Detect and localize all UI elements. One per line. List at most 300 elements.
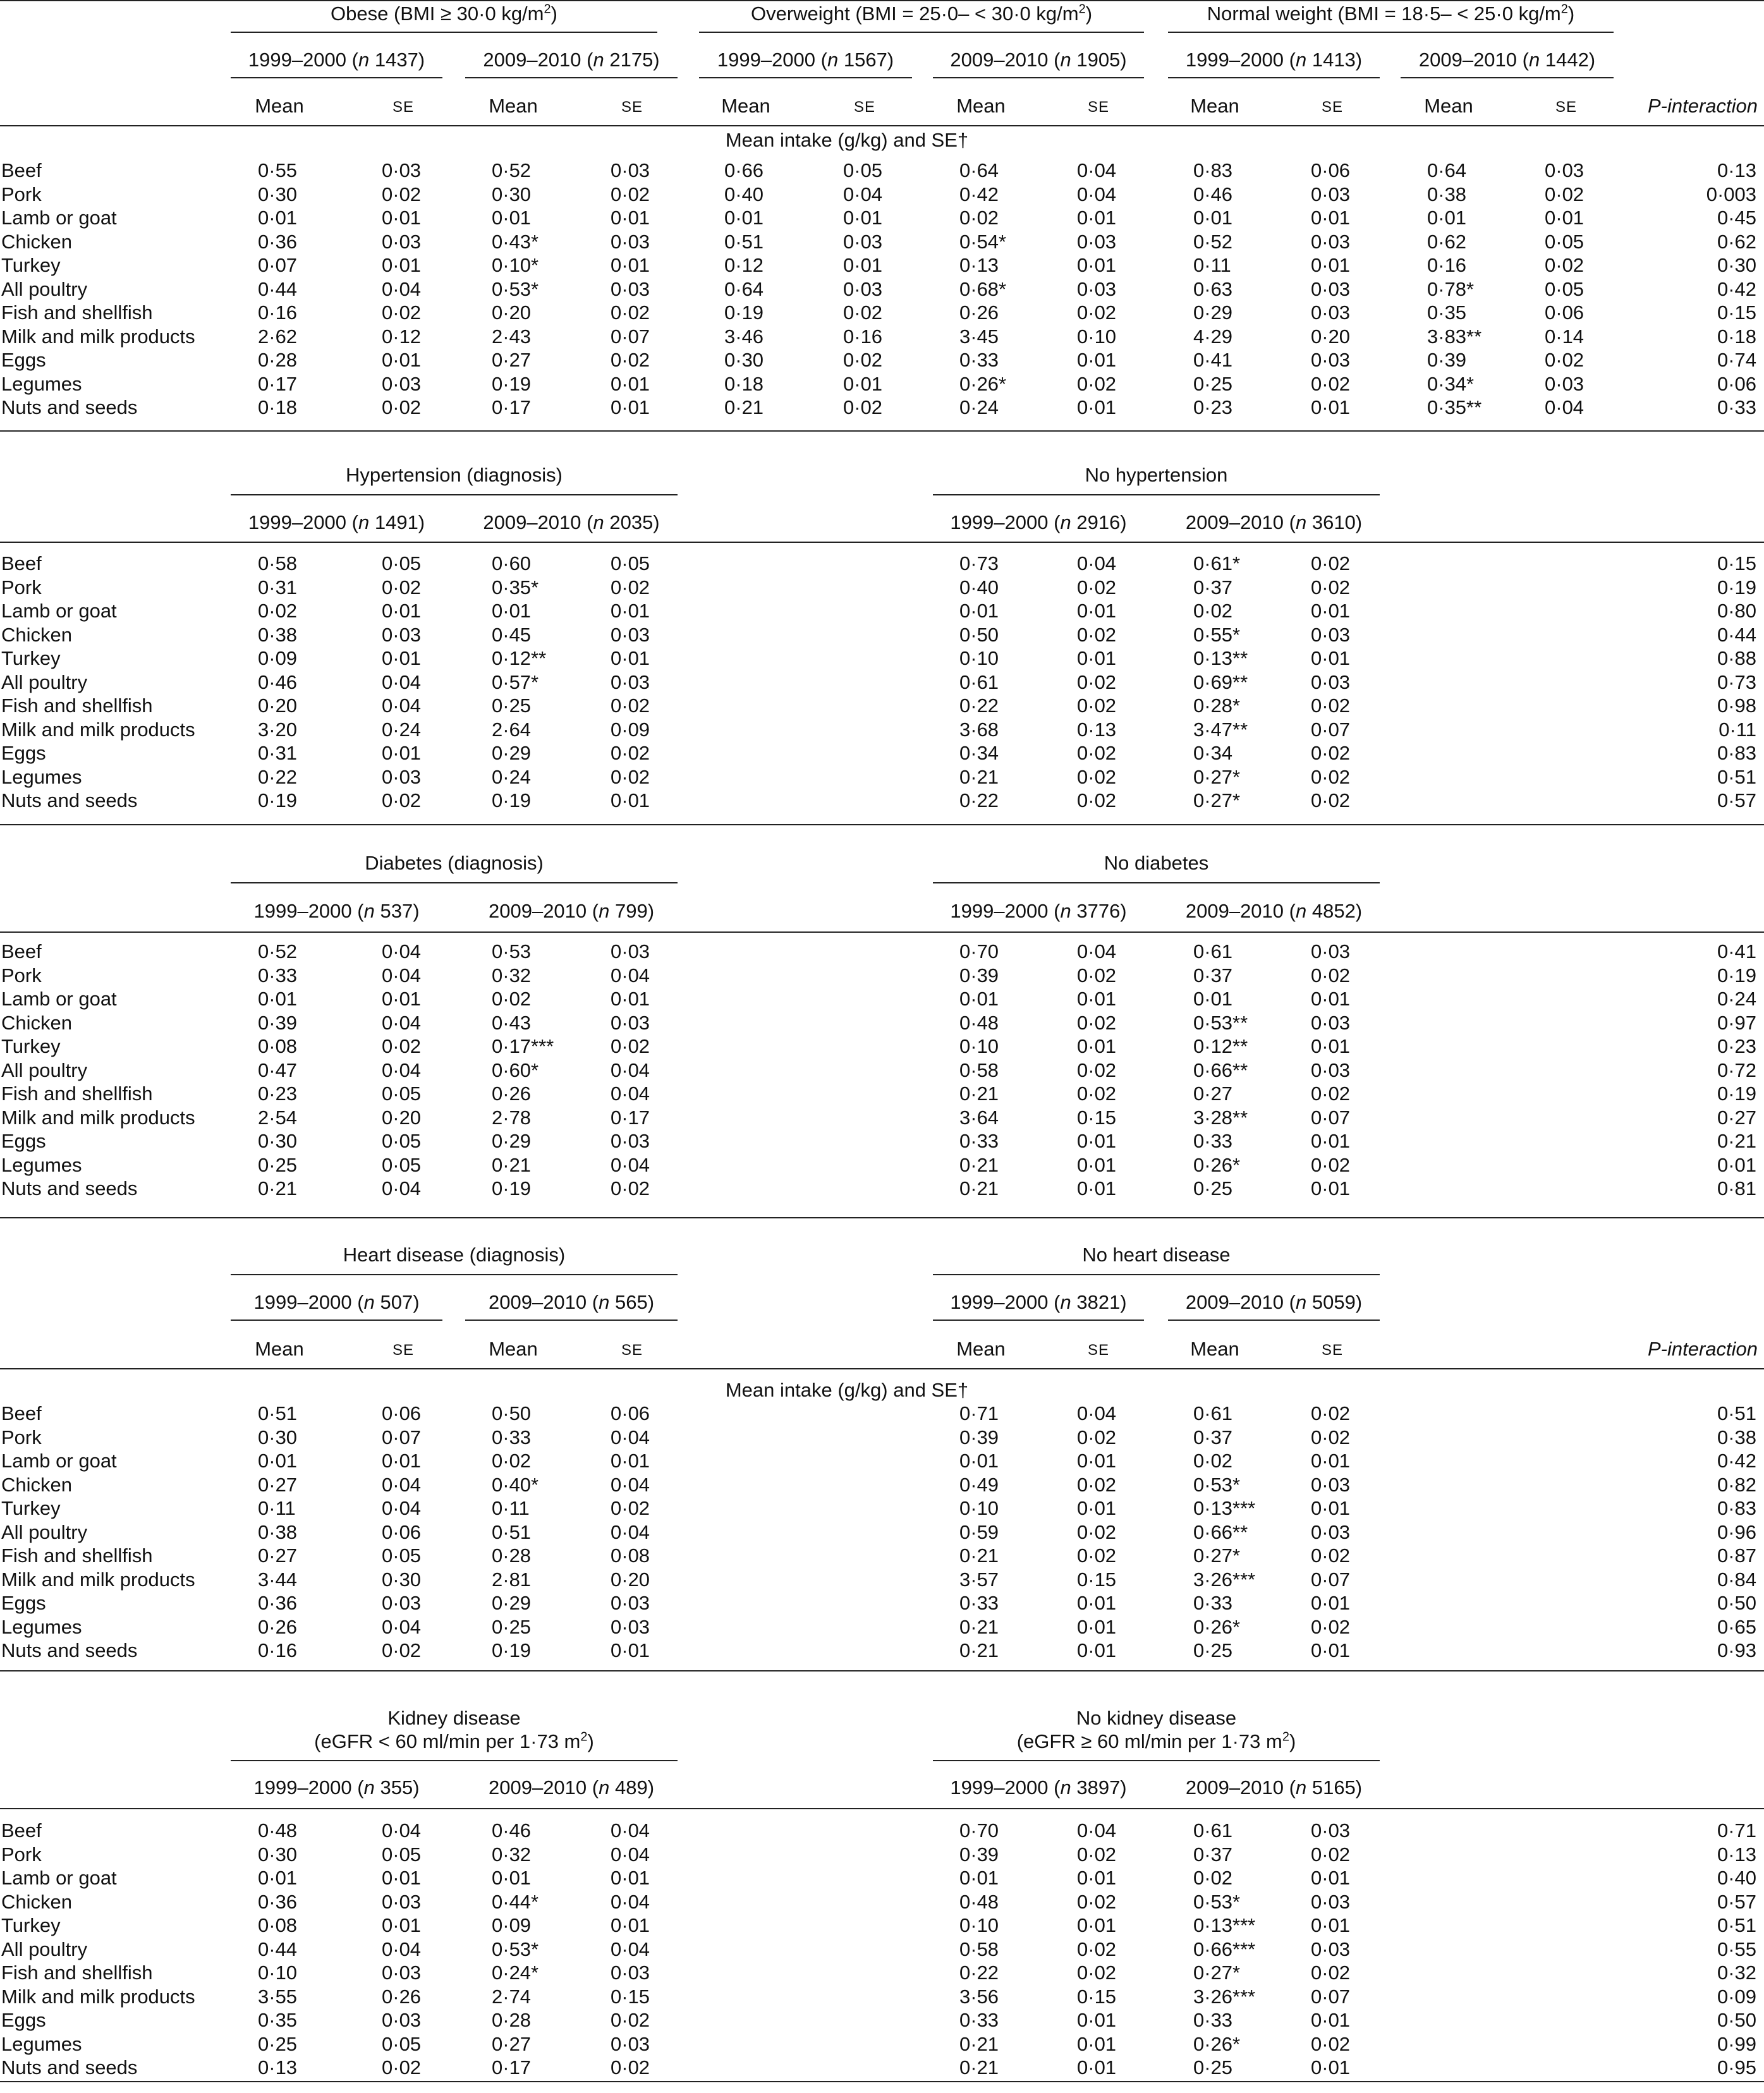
- se-value: 0·03: [1311, 230, 1351, 253]
- se-value: 0·02: [1077, 301, 1117, 324]
- mean-value: 0·43*: [492, 230, 539, 253]
- se-value: 0·01: [1311, 1450, 1351, 1472]
- se-value: 0·15: [1077, 1568, 1117, 1591]
- mean-value: 0·52: [258, 940, 298, 962]
- mean-value: 0·01: [1193, 207, 1233, 229]
- se-value: 0·02: [1311, 552, 1351, 574]
- food-item-label: Fish and shellfish: [1, 1544, 153, 1567]
- se-value: 0·03: [382, 372, 422, 395]
- mean-value: 0·52: [1193, 230, 1233, 253]
- header-rule: [0, 931, 1764, 933]
- period-label: 1999–2000 (n 1567): [717, 49, 894, 71]
- se-value: 0·02: [1311, 1426, 1351, 1448]
- se-value: 0·01: [382, 1867, 422, 1889]
- se-value: 0·01: [1077, 396, 1117, 418]
- mean-value: 0·34: [1193, 742, 1233, 764]
- mean-value: 0·21: [959, 2032, 999, 2055]
- mean-value: 0·24: [492, 765, 532, 788]
- se-value: 0·02: [611, 301, 650, 324]
- p-interaction-value: 0·57: [1717, 789, 1756, 811]
- mean-value: 0·61: [1193, 940, 1233, 962]
- group-rule: [231, 32, 657, 33]
- p-interaction-value: 0·81: [1717, 1177, 1756, 1199]
- se-value: 0·01: [1311, 988, 1351, 1010]
- mean-value: 0·66***: [1193, 1938, 1256, 1960]
- group-rule: [933, 882, 1380, 883]
- se-value: 0·24: [382, 718, 422, 741]
- se-value: 0·01: [611, 600, 650, 622]
- se-value: 0·07: [1311, 1106, 1351, 1129]
- mean-value: 0·02: [492, 988, 532, 1010]
- group-rule: [231, 882, 678, 883]
- period-rule: [699, 77, 912, 78]
- group-title: Heart disease (diagnosis): [343, 1244, 566, 1266]
- se-value: 0·02: [1077, 765, 1117, 788]
- food-item-label: Beef: [1, 552, 42, 574]
- se-value: 0·10: [1077, 325, 1117, 348]
- mean-value: 0·02: [492, 1450, 532, 1472]
- se-value: 0·01: [382, 600, 422, 622]
- mean-value: 0·30: [258, 1130, 298, 1152]
- mean-header: Mean: [956, 95, 1006, 117]
- food-item-label: Beef: [1, 159, 42, 181]
- period-label: 2009–2010 (n 1905): [950, 49, 1127, 71]
- group-rule: [1168, 32, 1614, 33]
- se-value: 0·04: [382, 1177, 422, 1199]
- mean-value: 2·62: [258, 325, 298, 348]
- se-value: 0·02: [1311, 1153, 1351, 1176]
- food-item-label: Nuts and seeds: [1, 789, 138, 811]
- p-interaction-value: 0·42: [1717, 1450, 1756, 1472]
- mean-value: 0·33: [959, 349, 999, 371]
- mean-value: 0·61*: [1193, 552, 1241, 574]
- mean-value: 0·13**: [1193, 647, 1248, 669]
- se-value: 0·04: [611, 1426, 650, 1448]
- mean-value: 0·52: [492, 159, 532, 181]
- mean-value: 0·23: [258, 1083, 298, 1105]
- se-value: 0·02: [1311, 695, 1351, 717]
- mean-value: 3·26***: [1193, 1985, 1256, 2008]
- mean-value: 2·64: [492, 718, 532, 741]
- p-interaction-value: 0·99: [1717, 2032, 1756, 2055]
- mean-value: 0·33: [959, 1130, 999, 1152]
- mean-value: 0·01: [492, 600, 532, 622]
- mean-value: 0·30: [724, 349, 764, 371]
- se-value: 0·03: [1311, 1890, 1351, 1913]
- se-value: 0·03: [1545, 372, 1585, 395]
- se-value: 0·02: [1077, 742, 1117, 764]
- se-value: 0·03: [843, 277, 883, 300]
- se-value: 0·04: [382, 964, 422, 986]
- mean-value: 0·36: [258, 230, 298, 253]
- food-item-label: Fish and shellfish: [1, 695, 153, 717]
- p-interaction-value: 0·45: [1717, 207, 1756, 229]
- mean-value: 0·13: [959, 254, 999, 276]
- se-value: 0·01: [843, 372, 883, 395]
- se-value: 0·04: [1545, 396, 1585, 418]
- se-value: 0·02: [1077, 1426, 1117, 1448]
- mean-value: 0·70: [959, 1819, 999, 1841]
- mean-value: 0·16: [1427, 254, 1467, 276]
- food-item-label: Pork: [1, 1843, 42, 1866]
- mean-intake-label: Mean intake (g/kg) and SE†: [725, 1379, 969, 1401]
- mean-value: 0·22: [959, 1962, 999, 1984]
- mean-value: 0·09: [492, 1914, 532, 1936]
- se-value: 0·04: [843, 183, 883, 205]
- se-value: 0·05: [611, 552, 650, 574]
- mean-value: 0·55*: [1193, 623, 1241, 646]
- mean-value: 0·26: [959, 301, 999, 324]
- mean-value: 0·13***: [1193, 1497, 1256, 1519]
- se-value: 0·03: [1311, 1059, 1351, 1081]
- mean-value: 0·10: [258, 1962, 298, 1984]
- mean-value: 3·57: [959, 1568, 999, 1591]
- mean-value: 0·17: [258, 372, 298, 395]
- mean-value: 0·33: [1193, 1592, 1233, 1614]
- p-interaction-value: 0·83: [1717, 1497, 1756, 1519]
- se-value: 0·02: [611, 1177, 650, 1199]
- mean-value: 0·30: [492, 183, 532, 205]
- mean-value: 0·19: [492, 1639, 532, 1661]
- period-rule: [933, 77, 1144, 78]
- mean-value: 0·10: [959, 1035, 999, 1057]
- mean-value: 0·01: [959, 1450, 999, 1472]
- mean-value: 0·51: [724, 230, 764, 253]
- mean-value: 0·71: [959, 1402, 999, 1424]
- p-interaction-value: 0·96: [1717, 1520, 1756, 1543]
- p-interaction-value: 0·83: [1717, 742, 1756, 764]
- group-rule: [933, 1274, 1380, 1275]
- mean-value: 0·01: [258, 1867, 298, 1889]
- mean-value: 0·66: [724, 159, 764, 181]
- se-value: 0·02: [1077, 623, 1117, 646]
- mean-value: 0·39: [959, 1843, 999, 1866]
- period-label: 1999–2000 (n 3821): [950, 1291, 1127, 1313]
- se-value: 0·01: [1077, 1450, 1117, 1472]
- p-interaction-value: 0·50: [1717, 1592, 1756, 1614]
- se-value: 0·01: [611, 789, 650, 811]
- food-item-label: All poultry: [1, 1059, 88, 1081]
- food-item-label: Beef: [1, 1819, 42, 1841]
- se-value: 0·02: [1311, 1962, 1351, 1984]
- mean-value: 0·36: [258, 1592, 298, 1614]
- se-value: 0·01: [1077, 1592, 1117, 1614]
- mean-value: 0·01: [492, 207, 532, 229]
- period-label: 2009–2010 (n 565): [488, 1291, 655, 1313]
- se-value: 0·02: [1311, 576, 1351, 598]
- se-value: 0·03: [611, 1615, 650, 1638]
- se-value: 0·14: [1545, 325, 1585, 348]
- mean-value: 0·25: [258, 1153, 298, 1176]
- mean-value: 0·61: [1193, 1819, 1233, 1841]
- se-value: 0·03: [1311, 1819, 1351, 1841]
- se-header: SE: [1321, 1342, 1344, 1359]
- se-header: SE: [1321, 99, 1344, 116]
- period-label: 1999–2000 (n 1491): [248, 511, 425, 533]
- mean-value: 0·64: [1427, 159, 1467, 181]
- se-value: 0·01: [611, 1450, 650, 1472]
- mean-value: 0·34*: [1427, 372, 1475, 395]
- se-value: 0·02: [1077, 1890, 1117, 1913]
- se-value: 0·17: [611, 1106, 650, 1129]
- group-title: Hypertension (diagnosis): [346, 464, 563, 486]
- se-value: 0·04: [1077, 183, 1117, 205]
- mean-value: 0·53*: [492, 1938, 539, 1960]
- se-value: 0·04: [611, 1819, 650, 1841]
- food-item-label: All poultry: [1, 277, 88, 300]
- se-value: 0·01: [1311, 1035, 1351, 1057]
- se-value: 0·01: [1077, 2009, 1117, 2031]
- mean-header: Mean: [255, 95, 304, 117]
- period-rule: [465, 77, 678, 78]
- mean-value: 0·43: [492, 1011, 532, 1034]
- se-value: 0·02: [611, 765, 650, 788]
- p-interaction-value: 0·84: [1717, 1568, 1756, 1591]
- se-value: 0·15: [1077, 1985, 1117, 2008]
- food-item-label: Chicken: [1, 1473, 72, 1496]
- se-value: 0·03: [611, 1962, 650, 1984]
- se-value: 0·01: [611, 1639, 650, 1661]
- period-label: 2009–2010 (n 489): [488, 1776, 655, 1799]
- mean-value: 3·20: [258, 718, 298, 741]
- group-rule: [231, 1760, 678, 1761]
- se-value: 0·02: [1311, 765, 1351, 788]
- se-value: 0·07: [1311, 1985, 1351, 2008]
- group-rule: [933, 1760, 1380, 1761]
- mean-value: 0·07: [258, 254, 298, 276]
- mean-value: 0·31: [258, 576, 298, 598]
- mean-value: 0·01: [258, 207, 298, 229]
- food-item-label: All poultry: [1, 1938, 88, 1960]
- mean-value: 0·08: [258, 1035, 298, 1057]
- mean-value: 0·21: [959, 1153, 999, 1176]
- mean-value: 0·58: [959, 1059, 999, 1081]
- mean-value: 0·01: [258, 1450, 298, 1472]
- se-value: 0·05: [1545, 277, 1585, 300]
- mean-value: 0·66**: [1193, 1059, 1248, 1081]
- food-item-label: Turkey: [1, 647, 61, 669]
- se-value: 0·04: [611, 1083, 650, 1105]
- food-item-label: Turkey: [1, 1914, 61, 1936]
- mean-intake-label: Mean intake (g/kg) and SE†: [725, 129, 969, 151]
- mean-value: 0·18: [258, 396, 298, 418]
- se-value: 0·01: [1311, 254, 1351, 276]
- se-value: 0·03: [1311, 1011, 1351, 1034]
- se-value: 0·03: [611, 1130, 650, 1152]
- se-value: 0·03: [382, 1592, 422, 1614]
- mean-value: 0·53: [492, 940, 532, 962]
- se-value: 0·01: [382, 207, 422, 229]
- mean-value: 2·78: [492, 1106, 532, 1129]
- period-label: 2009–2010 (n 4852): [1185, 900, 1363, 922]
- se-value: 0·03: [1311, 1938, 1351, 1960]
- food-item-label: Turkey: [1, 1035, 61, 1057]
- mean-value: 0·61: [1193, 1402, 1233, 1424]
- se-value: 0·05: [1545, 230, 1585, 253]
- mean-header: Mean: [1190, 1338, 1239, 1360]
- group-title: Kidney disease: [387, 1707, 521, 1729]
- period-label: 2009–2010 (n 3610): [1185, 511, 1363, 533]
- mean-value: 0·25: [1193, 2056, 1233, 2078]
- se-value: 0·02: [1311, 1544, 1351, 1567]
- se-value: 0·03: [382, 2009, 422, 2031]
- se-value: 0·26: [382, 1985, 422, 2008]
- mean-value: 0·44*: [492, 1890, 539, 1913]
- se-value: 0·02: [382, 301, 422, 324]
- group-rule: [231, 494, 678, 495]
- se-value: 0·02: [382, 576, 422, 598]
- section-rule: [0, 824, 1764, 825]
- se-value: 0·04: [1077, 159, 1117, 181]
- se-value: 0·02: [1077, 964, 1117, 986]
- se-value: 0·04: [382, 1615, 422, 1638]
- mean-value: 3·45: [959, 325, 999, 348]
- se-value: 0·02: [1311, 372, 1351, 395]
- mean-value: 0·63: [1193, 277, 1233, 300]
- mean-value: 0·02: [959, 207, 999, 229]
- mean-value: 0·30: [258, 183, 298, 205]
- mean-value: 0·46: [258, 670, 298, 693]
- se-value: 0·03: [611, 2032, 650, 2055]
- mean-value: 0·27: [492, 349, 532, 371]
- mean-value: 0·37: [1193, 1843, 1233, 1866]
- mean-value: 0·20: [258, 695, 298, 717]
- se-value: 0·03: [1311, 623, 1351, 646]
- header-rule: [0, 542, 1764, 543]
- mean-value: 0·10*: [492, 254, 539, 276]
- mean-value: 0·70: [959, 940, 999, 962]
- mean-value: 0·11: [492, 1497, 530, 1519]
- mean-value: 0·32: [492, 964, 532, 986]
- se-value: 0·01: [1077, 600, 1117, 622]
- food-item-label: Nuts and seeds: [1, 1177, 138, 1199]
- se-header: SE: [1555, 99, 1578, 116]
- mean-value: 0·55: [258, 159, 298, 181]
- food-item-label: Pork: [1, 1426, 42, 1448]
- period-rule: [231, 77, 442, 78]
- group-title: No heart disease: [1082, 1244, 1231, 1266]
- mean-value: 0·01: [724, 207, 764, 229]
- p-interaction-value: 0·74: [1717, 349, 1756, 371]
- mean-value: 0·68*: [959, 277, 1007, 300]
- mean-value: 0·58: [959, 1938, 999, 1960]
- se-value: 0·02: [1311, 742, 1351, 764]
- mean-value: 0·19: [492, 372, 532, 395]
- mean-value: 3·28**: [1193, 1106, 1248, 1129]
- se-header: SE: [621, 99, 643, 116]
- mean-value: 0·46: [492, 1819, 532, 1841]
- se-value: 0·02: [611, 576, 650, 598]
- p-interaction-value: 0·44: [1717, 623, 1756, 646]
- p-interaction-value: 0·41: [1717, 940, 1756, 962]
- mean-value: 0·37: [1193, 576, 1233, 598]
- food-item-label: Milk and milk products: [1, 1985, 195, 2008]
- p-interaction-value: 0·65: [1717, 1615, 1756, 1638]
- se-value: 0·01: [611, 254, 650, 276]
- mean-value: 0·53*: [1193, 1473, 1241, 1496]
- header-rule: [0, 125, 1764, 126]
- p-interaction-value: 0·80: [1717, 600, 1756, 622]
- mean-value: 2·54: [258, 1106, 298, 1129]
- mean-header: Mean: [489, 1338, 538, 1360]
- mean-value: 0·40: [959, 576, 999, 598]
- se-value: 0·02: [382, 1639, 422, 1661]
- se-value: 0·01: [1077, 1497, 1117, 1519]
- mean-value: 0·73: [959, 552, 999, 574]
- group-title: Overweight (BMI = 25·0– < 30·0 $kg/m^2$): [750, 2, 1093, 25]
- se-value: 0·06: [1545, 301, 1585, 324]
- section-rule: [0, 2081, 1764, 2082]
- mean-value: 0·33: [959, 2009, 999, 2031]
- se-value: 0·01: [382, 349, 422, 371]
- se-value: 0·02: [382, 1035, 422, 1057]
- se-value: 0·07: [382, 1426, 422, 1448]
- se-value: 0·05: [843, 159, 883, 181]
- se-value: 0·03: [1077, 230, 1117, 253]
- mean-value: 0·21: [959, 1615, 999, 1638]
- se-value: 0·01: [1077, 2032, 1117, 2055]
- mean-value: 0·10: [959, 1497, 999, 1519]
- food-item-label: Fish and shellfish: [1, 1083, 153, 1105]
- se-value: 0·04: [611, 1473, 650, 1496]
- se-value: 0·04: [382, 277, 422, 300]
- se-value: 0·01: [1311, 1130, 1351, 1152]
- se-value: 0·05: [382, 1130, 422, 1152]
- mean-value: 0·01: [959, 1867, 999, 1889]
- p-interaction-value: 0·55: [1717, 1938, 1756, 1960]
- se-value: 0·20: [611, 1568, 650, 1591]
- period-rule: [1401, 77, 1614, 78]
- food-item-label: Chicken: [1, 623, 72, 646]
- se-value: 0·07: [1311, 1568, 1351, 1591]
- se-value: 0·02: [1311, 1615, 1351, 1638]
- mean-value: 4·29: [1193, 325, 1233, 348]
- period-label: 1999–2000 (n 1413): [1185, 49, 1363, 71]
- se-value: 0·03: [1311, 183, 1351, 205]
- se-value: 0·03: [1311, 301, 1351, 324]
- se-value: 0·01: [1077, 647, 1117, 669]
- se-value: 0·01: [1077, 1035, 1117, 1057]
- mean-value: 0·11: [258, 1497, 296, 1519]
- mean-value: 0·19: [724, 301, 764, 324]
- se-value: 0·01: [1077, 1130, 1117, 1152]
- se-value: 0·04: [611, 964, 650, 986]
- se-value: 0·01: [1311, 1592, 1351, 1614]
- se-value: 0·01: [1077, 1639, 1117, 1661]
- mean-value: 0·27: [258, 1544, 298, 1567]
- mean-value: 0·21: [959, 1639, 999, 1661]
- se-value: 0·01: [1077, 1177, 1117, 1199]
- header-rule: [0, 1808, 1764, 1809]
- p-interaction-value: 0·73: [1717, 670, 1756, 693]
- se-value: 0·01: [1311, 600, 1351, 622]
- se-value: 0·02: [1311, 1083, 1351, 1105]
- se-value: 0·13: [1077, 718, 1117, 741]
- se-value: 0·02: [611, 2056, 650, 2078]
- food-item-label: Legumes: [1, 2032, 82, 2055]
- se-value: 0·01: [1311, 1914, 1351, 1936]
- se-value: 0·01: [1311, 647, 1351, 669]
- mean-value: 0·34: [959, 742, 999, 764]
- se-value: 0·01: [1311, 2056, 1351, 2078]
- se-value: 0·02: [1077, 372, 1117, 395]
- se-value: 0·01: [1077, 988, 1117, 1010]
- se-value: 0·12: [382, 325, 422, 348]
- se-value: 0·02: [1077, 1473, 1117, 1496]
- p-interaction-header: P-interaction: [1647, 95, 1758, 117]
- mean-value: 0·17: [492, 396, 532, 418]
- mean-value: 0·53*: [1193, 1890, 1241, 1913]
